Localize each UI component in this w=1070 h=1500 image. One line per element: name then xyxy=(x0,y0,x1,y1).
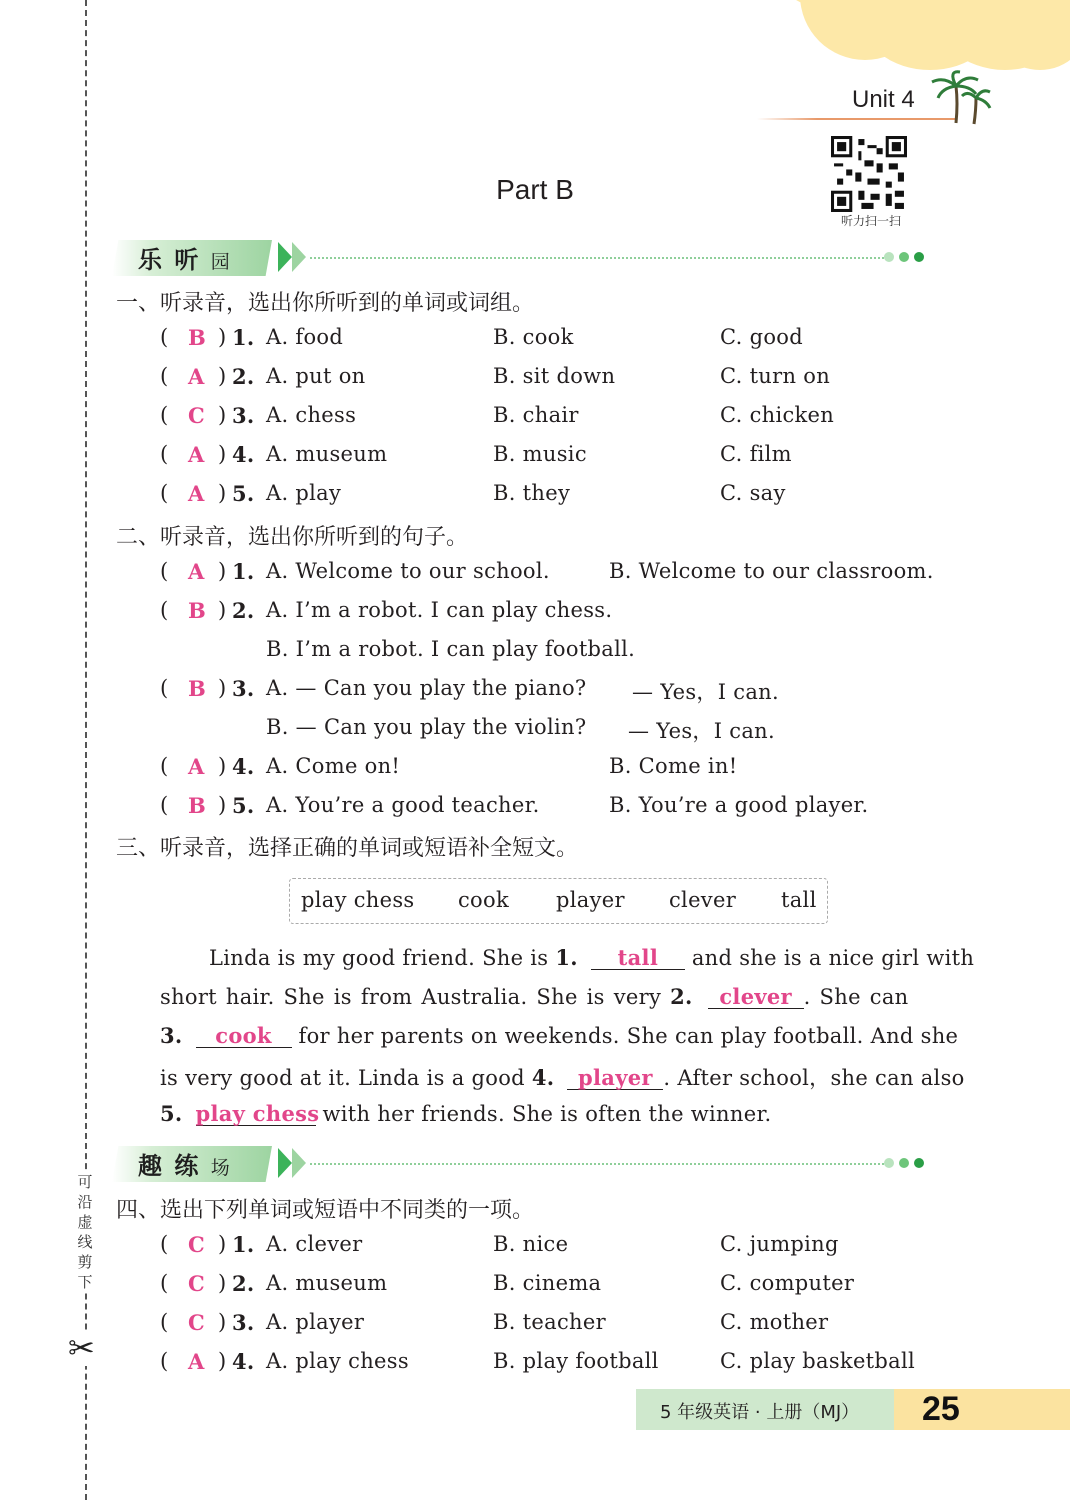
question-number: 3. xyxy=(232,676,255,701)
banner-char: 园 xyxy=(210,251,232,273)
option-a: A. player xyxy=(266,1310,365,1334)
answer: C xyxy=(188,1232,205,1257)
banner-char: 乐 xyxy=(138,246,164,274)
answer-blank: play chess xyxy=(195,1101,320,1126)
option-a-reply: — Yes，I can. xyxy=(632,680,779,704)
answer: B xyxy=(188,325,206,350)
page-number: 25 xyxy=(922,1390,960,1428)
question-number: 4. xyxy=(232,1349,255,1374)
answer: B xyxy=(188,676,206,701)
option-c: C. good xyxy=(720,325,803,349)
word-bank-item: clever xyxy=(669,888,737,912)
list-item: ( C ) 1. A. clever B. nice C. jumping xyxy=(160,1232,839,1257)
question-number: 1. xyxy=(232,559,255,584)
passage-line: is very good at it. Linda is a good 4. player . After school，she can also xyxy=(160,1065,965,1090)
list-item: ( C ) 3. A. chess B. chair C. chicken xyxy=(160,403,835,428)
option-b: B. sit down xyxy=(493,364,616,388)
answer: C xyxy=(188,1271,205,1296)
question-number: 5. xyxy=(232,793,255,818)
option-c: C. computer xyxy=(720,1271,855,1295)
option-b: B. they xyxy=(493,481,571,505)
banner-char: 听 xyxy=(174,246,201,274)
option-b: B. music xyxy=(493,442,587,466)
part3-heading: 三、听录音，选择正确的单词或短语补全短文。 xyxy=(116,836,579,861)
list-item: ( B ) 3. A. — Can you play the piano? — Yes，I can. B. — Can you play the violin? — Yes，I can. xyxy=(160,676,779,743)
option-b: B. You’re a good player. xyxy=(609,793,869,817)
word-bank-item: tall xyxy=(781,888,817,912)
qr-caption: 听力扫一扫 xyxy=(840,214,901,228)
option-b: B. teacher xyxy=(493,1310,606,1334)
list-item: ( B ) 5. A. You’re a good teacher. B. You’re a good player. xyxy=(160,793,869,818)
option-c: C. turn on xyxy=(720,364,831,388)
option-b: B. chair xyxy=(493,403,579,427)
list-item: ( B ) 2. A. I’m a robot. I can play chess. B. I’m a robot. I can play football. xyxy=(160,598,636,661)
option-b: B. cinema xyxy=(493,1271,602,1295)
option-b: B. I’m a robot. I can play football. xyxy=(266,637,636,661)
banner-char: 趣 xyxy=(138,1152,164,1180)
list-item: ( B ) 1. A. food B. cook C. good xyxy=(160,325,803,350)
question-number: 1. xyxy=(232,325,255,350)
answer: C xyxy=(188,403,205,428)
option-b: B. Come in! xyxy=(609,754,738,778)
list-item: ( C ) 2. A. museum B. cinema C. computer xyxy=(160,1271,855,1296)
answer-blank: tall xyxy=(591,947,685,970)
answer: A xyxy=(188,481,205,506)
list-item: ( A ) 4. A. play chess B. play football C. play basketball xyxy=(160,1349,916,1374)
question-number: 2. xyxy=(232,598,255,623)
option-a: A. clever xyxy=(266,1232,363,1256)
answer-blank: clever xyxy=(708,986,804,1009)
word-bank-item: player xyxy=(556,888,625,912)
word-bank-item: play chess xyxy=(301,888,415,912)
part4-heading: 四、选出下列单词或短语中不同类的一项。 xyxy=(116,1198,535,1223)
passage-line: Linda is my good friend. She is 1. tall and she is a nice girl with xyxy=(209,945,975,970)
answer-blank: cook xyxy=(196,1025,292,1048)
option-a-question: A. — Can you play the piano? xyxy=(266,676,587,700)
option-a: A. Welcome to our school. xyxy=(266,559,550,583)
answer: A xyxy=(188,559,205,584)
option-a: A. museum xyxy=(266,442,388,466)
option-a: A. play xyxy=(266,481,342,505)
option-c: C. say xyxy=(720,481,786,505)
part2-heading: 二、听录音，选出你所听到的句子。 xyxy=(116,525,469,550)
question-number: 3. xyxy=(232,403,255,428)
option-a: A. museum xyxy=(266,1271,388,1295)
option-a: A. food xyxy=(266,325,344,349)
option-a: A. put on xyxy=(266,364,366,388)
option-a: A. chess xyxy=(266,403,357,427)
cut-hint: 可沿虚线剪下 xyxy=(74,1172,96,1292)
double-arrow-icon xyxy=(278,1148,310,1178)
unit-label: Unit 4 xyxy=(852,86,915,113)
option-a: A. Come on! xyxy=(266,754,401,778)
page-title: Part B xyxy=(496,174,574,205)
double-arrow-icon xyxy=(278,242,310,272)
option-b-question: B. — Can you play the violin? xyxy=(266,715,587,739)
list-item: ( A ) 2. A. put on B. sit down C. turn on xyxy=(160,364,831,389)
question-number: 5. xyxy=(232,481,255,506)
answer: B xyxy=(188,793,206,818)
answer-blank: player xyxy=(567,1067,663,1090)
part1-heading: 一、听录音，选出你所听到的单词或词组。 xyxy=(116,291,535,316)
list-item: ( A ) 4. A. museum B. music C. film xyxy=(160,442,792,467)
list-item: ( A ) 1. A. Welcome to our school. B. Welcome to our classroom. xyxy=(160,559,934,584)
answer: C xyxy=(188,1310,205,1335)
passage-line: 3. cook for her parents on weekends. She can play football. And she xyxy=(160,1023,959,1048)
option-b: B. nice xyxy=(493,1232,569,1256)
answer: A xyxy=(188,442,205,467)
book-title: 5 年级英语 · 上册（MJ） xyxy=(660,1402,860,1423)
option-c: C. mother xyxy=(720,1310,829,1334)
question-number: 4. xyxy=(232,754,255,779)
option-a: A. play chess xyxy=(266,1349,409,1373)
answer: A xyxy=(188,754,205,779)
option-b: B. cook xyxy=(493,325,574,349)
option-c: C. jumping xyxy=(720,1232,839,1256)
answer: A xyxy=(188,364,205,389)
question-number: 4. xyxy=(232,442,255,467)
option-b: B. play football xyxy=(493,1349,659,1373)
passage-line: 5. play chess with her friends. She is often the winner. xyxy=(160,1101,772,1126)
option-b-reply: — Yes，I can. xyxy=(628,719,775,743)
scissors-icon: ✂ xyxy=(68,1329,95,1367)
banner-char: 练 xyxy=(174,1152,201,1180)
option-c: C. film xyxy=(720,442,792,466)
question-number: 2. xyxy=(232,364,255,389)
answer: B xyxy=(188,598,206,623)
question-number: 2. xyxy=(232,1271,255,1296)
answer: A xyxy=(188,1349,205,1374)
question-number: 1. xyxy=(232,1232,255,1257)
word-bank-item: cook xyxy=(458,888,509,912)
banner-char: 场 xyxy=(210,1157,232,1179)
passage-line: short hair. She is from Australia. She is very 2. clever . She can xyxy=(160,984,909,1009)
option-c: C. chicken xyxy=(720,403,835,427)
option-b: B. Welcome to our classroom. xyxy=(609,559,934,583)
list-item: ( A ) 4. A. Come on! B. Come in! xyxy=(160,754,738,779)
option-a: A. You’re a good teacher. xyxy=(266,793,540,817)
option-a: A. I’m a robot. I can play chess. xyxy=(266,598,613,622)
option-c: C. play basketball xyxy=(720,1349,916,1373)
list-item: ( A ) 5. A. play B. they C. say xyxy=(160,481,786,506)
palm-tree-icon xyxy=(926,68,996,126)
list-item: ( C ) 3. A. player B. teacher C. mother xyxy=(160,1310,829,1335)
question-number: 3. xyxy=(232,1310,255,1335)
